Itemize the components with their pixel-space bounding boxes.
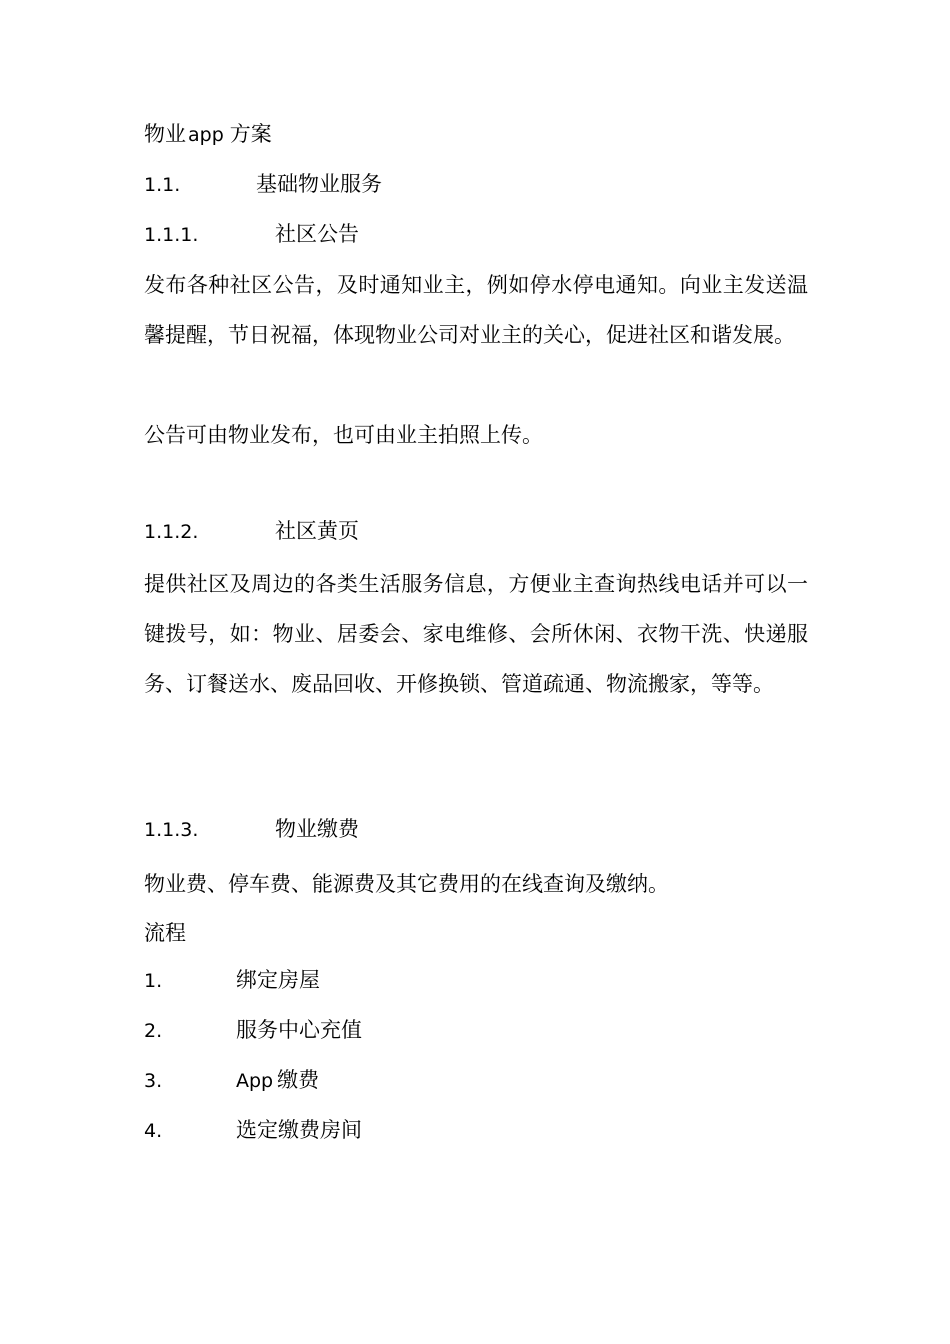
paragraph-yellow-pages-body: 提供社区及周边的各类生活服务信息，方便业主查询热线电话并可以一键拨号，如：物业、居委会、家电维修、会所休闲、衣物干洗、快递服务、订餐送水、废品回收、开修换锁、管道疏通、物流搬家，等等。	[144, 572, 808, 696]
step-text: 选定缴费房间	[236, 1118, 362, 1142]
section-number: 1.1.	[144, 174, 181, 196]
subsection-number: 1.1.3.	[144, 819, 199, 841]
subsection-heading-yellow-pages	[144, 517, 359, 546]
title-suffix: 方案	[229, 122, 272, 146]
title-app: app	[188, 124, 224, 146]
subsection-title: 社区黄页	[275, 519, 359, 543]
step-number: 3.	[144, 1070, 163, 1092]
step-text: 绑定房屋	[236, 968, 320, 992]
step-text: 服务中心充值	[236, 1018, 362, 1042]
section-title: 基础物业服务	[256, 172, 382, 196]
title-prefix: 物业	[144, 122, 186, 146]
step-number: 4.	[144, 1120, 163, 1142]
document-title	[144, 120, 272, 149]
step-number: 1.	[144, 970, 163, 992]
list-item	[144, 1016, 362, 1045]
paragraph-announcements-upload: 公告可由物业发布，也可由业主拍照上传。	[144, 423, 543, 447]
step-number: 2.	[144, 1020, 163, 1042]
paragraph-payment-body: 物业费、停车费、能源费及其它费用的在线查询及缴纳。	[144, 872, 669, 896]
subsection-title: 物业缴费	[275, 817, 359, 841]
section-heading	[144, 170, 382, 199]
subsection-title: 社区公告	[275, 222, 359, 246]
subsection-heading-payment	[144, 815, 359, 844]
step-latin: App	[236, 1070, 274, 1092]
paragraph-announcements-body: 发布各种社区公告，及时通知业主，例如停水停电通知。向业主发送温馨提醒，节日祝福，体现物业公司对业主的关心，促进社区和谐发展。	[144, 273, 808, 347]
list-item	[144, 966, 320, 995]
subsection-heading-announcements	[144, 220, 359, 249]
list-item	[144, 1116, 362, 1145]
step-text: 缴费	[277, 1068, 320, 1092]
subsection-number: 1.1.2.	[144, 521, 199, 543]
list-item	[144, 1066, 319, 1095]
subsection-number: 1.1.1.	[144, 224, 199, 246]
flow-label: 流程	[144, 921, 186, 945]
